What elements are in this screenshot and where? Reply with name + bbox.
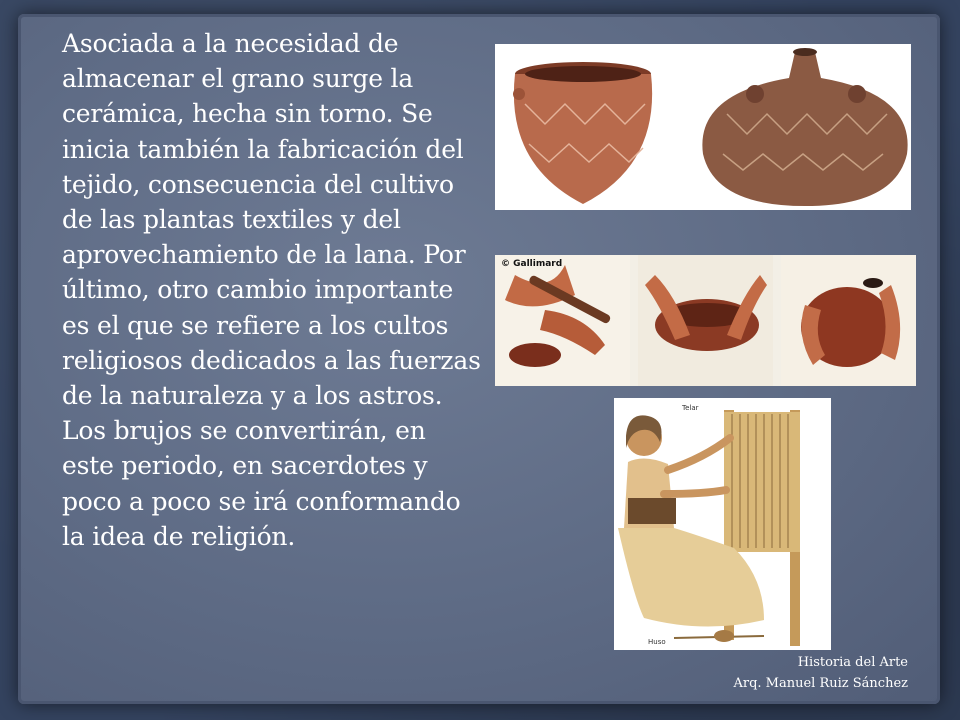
- weaving-loom-image: [614, 398, 831, 650]
- pottery-making-image: [495, 255, 916, 386]
- footer-course: Historia del Arte: [797, 655, 908, 670]
- loom-label-bottom: Huso: [648, 638, 666, 646]
- footer-author: Arq. Manuel Ruiz Sánchez: [733, 676, 908, 691]
- loom-label-top: Telar: [682, 404, 699, 412]
- watermark-text: © Gallimard: [501, 259, 563, 269]
- slide-body-text: Asociada a la necesidad de almacenar el grano surge la cerámica, hecha sin torno. Se inicia también la fabricación del tejido, consecuencia del cultivo de las plantas textiles y del aprovechamiento de la lana. Por último, otro cambio importante es el que se refiere a los cultos religiosos dedicados a las fuerzas de la naturaleza y a los astros. Los brujos se convertirán, en este periodo, en sacerdotes y poco a poco se irá conformando la idea de religión.: [62, 29, 481, 551]
- pottery-vessels-image: [495, 44, 911, 210]
